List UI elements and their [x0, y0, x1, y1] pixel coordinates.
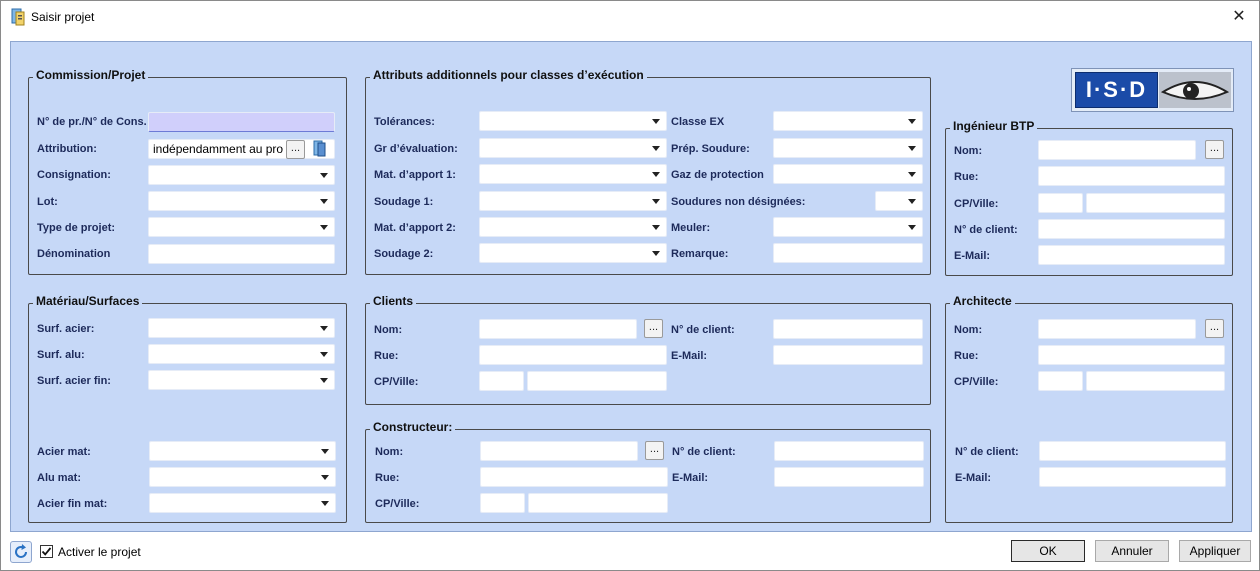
steel-surface-dropdown[interactable] [148, 318, 335, 338]
architect-client-no-label: N° de client: [955, 446, 1019, 458]
group-architect [945, 294, 1233, 523]
constructor-street-input[interactable] [480, 467, 668, 487]
architect-client-no-input[interactable] [1039, 441, 1226, 461]
project-type-label: Type de projet: [37, 222, 116, 234]
attribution-input[interactable] [148, 139, 335, 159]
constructor-client-no-label: N° de client: [672, 446, 736, 458]
client-street-input[interactable] [479, 345, 667, 365]
client-browse-button[interactable]: ... [644, 319, 663, 338]
alu-mat-label: Alu mat: [37, 472, 81, 484]
app-icon [10, 8, 26, 26]
prep-dropdown[interactable] [773, 138, 923, 158]
constructor-city-label: CP/Ville: [375, 498, 420, 510]
architect-city-label: CP/Ville: [954, 376, 999, 388]
chevron-down-icon [908, 225, 916, 230]
architect-street-input[interactable] [1038, 345, 1225, 365]
remark-label: Remarque: [671, 248, 729, 260]
constructor-email-label: E-Mail: [672, 472, 709, 484]
project-type-dropdown[interactable] [148, 217, 335, 237]
attribution-value: indépendamment au pro [153, 142, 284, 156]
chevron-down-icon [908, 199, 916, 204]
refresh-button[interactable] [10, 541, 32, 563]
attribution-browse-button[interactable]: ... [286, 140, 305, 159]
chevron-down-icon [652, 225, 660, 230]
group-clients [365, 294, 931, 405]
chevron-down-icon [320, 326, 328, 331]
constructor-name-label: Nom: [375, 446, 404, 458]
chevron-down-icon [652, 172, 660, 177]
attribution-label: Attribution: [37, 143, 97, 155]
stainless-surface-dropdown[interactable] [148, 370, 335, 390]
activate-checkbox[interactable] [40, 545, 53, 558]
grind-label: Meuler: [671, 222, 711, 234]
project-no-input[interactable] [148, 112, 335, 132]
title-bar [1, 1, 1259, 33]
chevron-down-icon [320, 352, 328, 357]
chevron-down-icon [321, 475, 329, 480]
chevron-down-icon [652, 199, 660, 204]
grind-dropdown[interactable] [773, 217, 923, 237]
group-attributes [365, 68, 931, 275]
stainless-mat-label: Acier fin mat: [37, 498, 108, 510]
client-zip-input[interactable] [479, 371, 524, 391]
constructor-street-label: Rue: [375, 472, 400, 484]
consignation-dropdown[interactable] [148, 165, 335, 185]
group-title: Constructeur: [370, 420, 455, 434]
steel-mat-label: Acier mat: [37, 446, 91, 458]
constructor-browse-button[interactable]: ... [645, 441, 664, 460]
client-email-label: E-Mail: [671, 350, 708, 362]
stainless-surface-label: Surf. acier fin: [37, 375, 111, 387]
group-commission [28, 68, 347, 275]
refresh-icon [11, 542, 31, 562]
architect-name-input[interactable] [1038, 319, 1196, 339]
group-material [28, 294, 347, 523]
group-engineer [945, 119, 1233, 276]
engineer-name-label: Nom: [954, 145, 983, 157]
eye-icon [1159, 72, 1231, 108]
chevron-down-icon [652, 251, 660, 256]
prep-label: Prép. Soudure: [671, 143, 750, 155]
architect-email-input[interactable] [1039, 467, 1226, 487]
ok-button[interactable]: OK [1011, 540, 1085, 562]
architect-city-input[interactable] [1086, 371, 1225, 391]
constructor-zip-input[interactable] [480, 493, 525, 513]
group-title: Architecte [950, 294, 1015, 308]
chevron-down-icon [652, 146, 660, 151]
chevron-down-icon [320, 378, 328, 383]
engineer-email-input[interactable] [1038, 245, 1225, 265]
engineer-street-label: Rue: [954, 171, 979, 183]
engineer-name-input[interactable] [1038, 140, 1196, 160]
chevron-down-icon [652, 119, 660, 124]
engineer-zip-input[interactable] [1038, 193, 1083, 213]
group-title: Attributs additionnels pour classes d’exécution [370, 68, 647, 82]
alu-surface-dropdown[interactable] [148, 344, 335, 364]
tolerances-label: Tolérances: [374, 116, 435, 128]
engineer-client-no-input[interactable] [1038, 219, 1225, 239]
alu-surface-label: Surf. alu: [37, 349, 85, 361]
lot-dropdown[interactable] [148, 191, 335, 211]
filler-2-label: Mat. d’apport 2: [374, 222, 456, 234]
dialog-footer [1, 534, 1259, 570]
unmarked-welds-label: Soudures non désignées: [671, 196, 806, 208]
dialog-content [10, 41, 1252, 532]
client-email-input[interactable] [773, 345, 923, 365]
group-constructor [365, 420, 931, 523]
remark-input[interactable] [773, 243, 923, 263]
architect-email-label: E-Mail: [955, 472, 992, 484]
denomination-input[interactable] [148, 244, 335, 264]
steel-mat-dropdown[interactable] [149, 441, 336, 461]
client-name-label: Nom: [374, 324, 403, 336]
lot-label: Lot: [37, 196, 58, 208]
gas-label: Gaz de protection [671, 169, 764, 181]
chevron-down-icon [321, 449, 329, 454]
logo-text: I·S·D [1075, 72, 1158, 108]
chevron-down-icon [908, 119, 916, 124]
group-title: Clients [370, 294, 416, 308]
isd-logo [1071, 68, 1234, 112]
window-title: Saisir projet [31, 10, 95, 24]
architect-street-label: Rue: [954, 350, 979, 362]
chevron-down-icon [908, 172, 916, 177]
unmarked-welds-dropdown[interactable] [875, 191, 923, 211]
client-name-input[interactable] [479, 319, 637, 339]
client-client-no-input[interactable] [773, 319, 923, 339]
chevron-down-icon [320, 199, 328, 204]
denomination-label: Dénomination [37, 248, 111, 260]
filler-2-dropdown[interactable] [479, 217, 667, 237]
chevron-down-icon [321, 501, 329, 506]
constructor-client-no-input[interactable] [774, 441, 924, 461]
client-city-label: CP/Ville: [374, 376, 419, 388]
constructor-city-input[interactable] [528, 493, 668, 513]
group-title: Matériau/Surfaces [33, 294, 142, 308]
classex-dropdown[interactable] [773, 111, 923, 131]
welding-1-dropdown[interactable] [479, 191, 667, 211]
engineer-city-input[interactable] [1086, 193, 1225, 213]
welding-2-dropdown[interactable] [479, 243, 667, 263]
activate-label: Activer le projet [58, 545, 141, 559]
project-book-icon[interactable] [313, 140, 327, 157]
engineer-email-label: E-Mail: [954, 250, 991, 262]
checkmark-icon [41, 546, 52, 557]
classex-label: Classe EX [671, 116, 725, 128]
consignation-label: Consignation: [37, 169, 111, 181]
close-button[interactable] [1227, 6, 1251, 28]
architect-name-label: Nom: [954, 324, 983, 336]
constructor-name-input[interactable] [480, 441, 638, 461]
filler-1-label: Mat. d’apport 1: [374, 169, 456, 181]
filler-1-dropdown[interactable] [479, 164, 667, 184]
welding-2-label: Soudage 2: [374, 248, 434, 260]
client-street-label: Rue: [374, 350, 399, 362]
group-title: Ingénieur BTP [950, 119, 1037, 133]
close-icon: ✕ [1232, 8, 1246, 25]
chevron-down-icon [320, 225, 328, 230]
client-city-input[interactable] [527, 371, 667, 391]
cancel-button[interactable]: Annuler [1095, 540, 1169, 562]
engineer-client-no-label: N° de client: [954, 224, 1018, 236]
chevron-down-icon [908, 146, 916, 151]
client-client-no-label: N° de client: [671, 324, 735, 336]
evaluation-label: Gr d’évaluation: [374, 143, 458, 155]
tolerances-dropdown[interactable] [479, 111, 667, 131]
chevron-down-icon [320, 173, 328, 178]
welding-1-label: Soudage 1: [374, 196, 434, 208]
architect-zip-input[interactable] [1038, 371, 1083, 391]
project-no-label: N° de pr./N° de Cons. [37, 116, 147, 128]
group-title: Commission/Projet [33, 68, 148, 82]
engineer-street-input[interactable] [1038, 166, 1225, 186]
gas-dropdown[interactable] [773, 164, 923, 184]
engineer-city-label: CP/Ville: [954, 198, 999, 210]
alu-mat-dropdown[interactable] [149, 467, 336, 487]
stainless-mat-dropdown[interactable] [149, 493, 336, 513]
apply-button[interactable]: Appliquer [1179, 540, 1251, 562]
constructor-email-input[interactable] [774, 467, 924, 487]
architect-browse-button[interactable]: ... [1205, 319, 1224, 338]
engineer-browse-button[interactable]: ... [1205, 140, 1224, 159]
evaluation-dropdown[interactable] [479, 138, 667, 158]
steel-surface-label: Surf. acier: [37, 323, 95, 335]
